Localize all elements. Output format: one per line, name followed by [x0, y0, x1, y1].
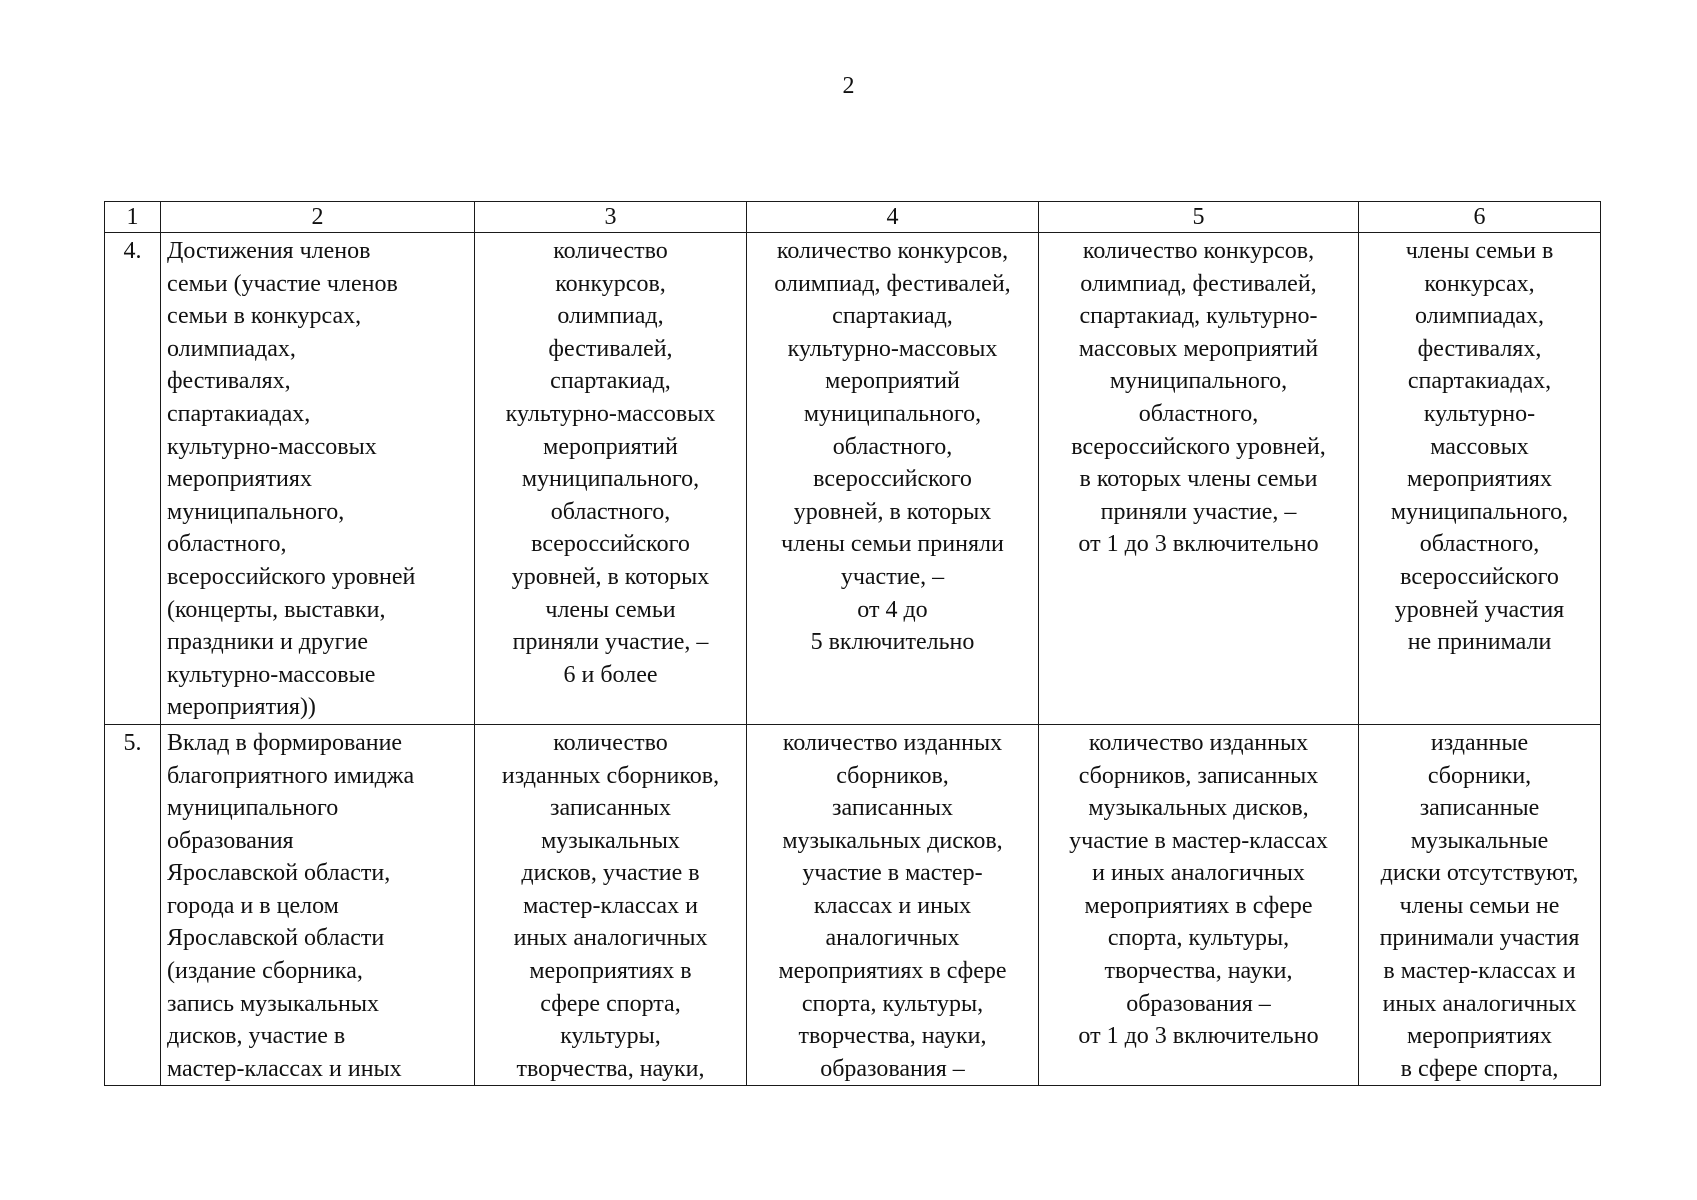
score-high-cell: количество изданных сборников, записанных музыкальных дисков, участие в мастер-классах и иных аналогичных мероприятиях в сфере спорта, культуры, творчества, науки, — [475, 724, 747, 1086]
score-high-cell: количество конкурсов, олимпиад, фестивалей, спартакиад, культурно-массовых мероприятий муниципального, областного, всероссийского уровней, в которых члены семьи приняли участие, – 6 и более — [475, 233, 747, 725]
header-cell: 4 — [747, 202, 1039, 233]
header-cell: 6 — [1359, 202, 1601, 233]
page-number: 2 — [842, 73, 855, 99]
criterion-cell: Вклад в формирование благоприятного имиджа муниципального образования Ярославской области, города и в целом Ярославской области (издание сборника, запись музыкальных дисков, участие в мастер-классах и иных — [161, 724, 475, 1086]
table-header-row — [105, 202, 1601, 233]
header-cell: 5 — [1039, 202, 1359, 233]
score-medium-cell: количество конкурсов, олимпиад, фестивалей, спартакиад, культурно-массовых мероприятий муниципального, областного, всероссийского уровней, в которых члены семьи приняли участие, – от 4 до 5 включительно — [747, 233, 1039, 725]
header-cell: 2 — [161, 202, 475, 233]
score-low-cell: количество изданных сборников, записанных музыкальных дисков, участие в мастер-классах и иных аналогичных мероприятиях в сфере спорта, культуры, творчества, науки, образования – от 1 до 3 включительно — [1039, 724, 1359, 1086]
score-medium-cell: количество изданных сборников, записанных музыкальных дисков, участие в мастер- классах и иных аналогичных мероприятиях в сфере спорта, культуры, творчества, науки, образования – — [747, 724, 1039, 1086]
criteria-table — [104, 201, 1601, 1086]
score-none-cell: члены семьи в конкурсах, олимпиадах, фестивалях, спартакиадах, культурно- массовых мероприятиях муниципального, областного, всероссийского уровней участия не принимали — [1359, 233, 1601, 725]
score-low-cell: количество конкурсов, олимпиад, фестивалей, спартакиад, культурно- массовых мероприятий муниципального, областного, всероссийского уровней, в которых члены семьи приняли участие, – от 1 до 3 включительно — [1039, 233, 1359, 725]
header-cell: 3 — [475, 202, 747, 233]
table-row — [105, 233, 1601, 725]
score-none-cell: изданные сборники, записанные музыкальные диски отсутствуют, члены семьи не принимали участия в мастер-классах и иных аналогичных мероприятиях в сфере спорта, — [1359, 724, 1601, 1086]
table-row — [105, 724, 1601, 1086]
row-number: 5. — [105, 724, 161, 1086]
header-cell: 1 — [105, 202, 161, 233]
row-number: 4. — [105, 233, 161, 725]
criterion-cell: Достижения членов семьи (участие членов семьи в конкурсах, олимпиадах, фестивалях, спартакиадах, культурно-массовых мероприятиях муниципального, областного, всероссийского уровней (концерты, выставки, праздники и другие культурно-массовые мероприятия)) — [161, 233, 475, 725]
